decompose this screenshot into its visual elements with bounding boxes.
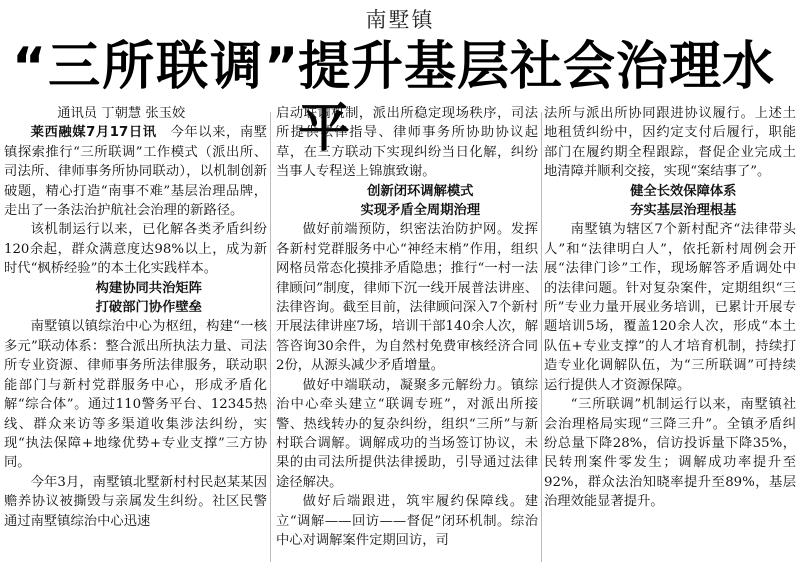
paragraph: 南墅镇为辖区7个新村配齐“法律带头人”和“法律明白人”，依托新村周例会开展“法律门诊”工作，现场解答矛盾调处中的法律问题。针对复杂案件，定期组织“三所”专业力量开展业务培训，已累计开展专题培训5场，覆盖120余人次，形成“本土队伍+专业支撑”的人才培育机制，持续打造专业化调解队伍，为“三所联调”可持续运行提供人才资源保障。 (544, 222, 796, 393)
column-rule (541, 112, 542, 562)
column-rule (270, 112, 271, 562)
article-column-3 (544, 104, 796, 569)
paragraph: 启动联调机制，派出所稳定现场秩序，司法所提供法律指导、律师事务所协助协议起草，在三方联动下实现纠纷当日化解，纠纷当事人专程送上锦旗致谢。 (276, 106, 538, 180)
paragraph: 南墅镇以镇综治中心为枢纽，构建“一核多元”联动体系：整合派出所执法力量、司法所专业资源、律师事务所法律服务，联动职能部门与新村党群服务中心，形成矛盾化解“综合体”。通过110警务平台、12345热线、群众来访等多渠道收集涉法纠纷，实现“执法保障+地缘优势+专业支撑”三方协同。 (4, 319, 267, 471)
paragraph: 该机制运行以来，已化解各类矛盾纠纷120余起，群众满意度达98%以上，成为新时代“枫桥经验”的本土化实践样本。 (4, 222, 267, 277)
paragraph: 今年3月，南墅镇北墅新村村民赵某某因赡养协议被撕毁与亲属发生纠纷。社区民警通过南墅镇综治中心迅速 (4, 474, 267, 529)
byline: 通讯员 丁朝慧 张玉姣 (57, 106, 186, 121)
paragraph (4, 123, 267, 220)
headline-left: “三所联调” (12, 37, 301, 97)
subheading: 实现矛盾全周期治理 (360, 203, 481, 219)
paragraph: 做好后端跟进，筑牢履约保障线。建立“调解——回访——督促”闭环机制。综治中心对调解案件定期回访，司 (276, 494, 538, 548)
subheading: 构建协同共治矩阵 (95, 280, 202, 296)
headline-right: 提升基层社会治理水平 (298, 37, 776, 159)
subheading: 打破部门协作壁垒 (95, 300, 202, 316)
kicker: 南墅镇 (365, 8, 435, 32)
paragraph: 做好中端联动，凝聚多元解纷力。镇综治中心牵头建立“联调专班”，对派出所接警、热线转办的复杂纠纷，组织“三所”与新村联合调解。调解成功的当场签订协议，未果的由司法所提供法律援助，引导通过法律途径解决。 (276, 377, 538, 490)
dateline: 莱西融媒7月17日讯 (30, 125, 157, 141)
article-column-1 (4, 104, 267, 569)
article-column-2 (276, 104, 538, 569)
paragraph: “三所联调”机制运行以来，南墅镇社会治理格局实现“三降三升”。全镇矛盾纠纷总量下降28%，信访投诉量下降35%，民转刑案件零发生；调解成功率提升至92%，群众法治知晓率提升至89%，基层治理效能显著提升。 (544, 397, 796, 510)
paragraph: 做好前端预防，织密法治防护网。发挥各新村党群服务中心“神经末梢”作用，组织网格员常态化摸排矛盾隐患；推行“一村一法律顾问”制度，律师下沉一线开展普法讲座、法律咨询。截至目前，法律顾问深入7个新村开展法律讲座7场，培训干部140余人次，解答咨询30余件，为自然村免费审核经济合同2份，从源头减少矛盾增量。 (276, 222, 538, 374)
subheading: 夯实基层治理根基 (630, 203, 737, 219)
subheading: 创新闭环调解模式 (367, 183, 474, 199)
subheading: 健全长效保障体系 (630, 183, 737, 199)
paragraph: 法所与派出所协同跟进协议履行。上述土地租赁纠纷中，因约定支付后履行，职能部门在履约期全程跟踪，督促企业完成土地清障并顺利交接，实现“案结事了”。 (544, 106, 796, 180)
paragraph-text: 今年以来，南墅镇探索推行“三所联调”工作模式（派出所、司法所、律师事务所协同联动），以机制创新破题，精心打造“南事不难”基层治理品牌，走出了一条法治护航社会治理的新路径。 (4, 125, 267, 219)
